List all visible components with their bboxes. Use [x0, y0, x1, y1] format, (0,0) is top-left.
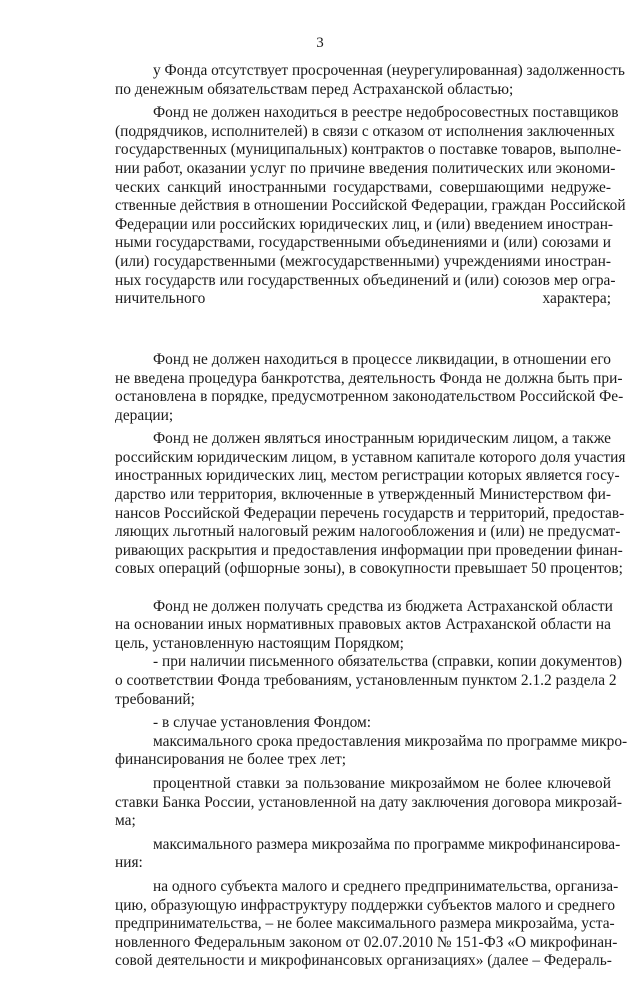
text-line: государственных (муниципальных) контрактов о поставке товаров, выполне- [115, 141, 622, 159]
text-line: иностранных юридических лиц, местом регистрации которых является госу- [115, 467, 620, 485]
paragraph-no-overdue-debt [115, 62, 625, 99]
text-line: на основании иных нормативных правовых актов Астраханской области на [115, 616, 611, 634]
text-line: новленного Федеральным законом от 02.07.2010 № 151-ФЗ «О микрофинан- [115, 933, 618, 951]
text-line [115, 579, 611, 598]
paragraph-no-budget-funds [115, 598, 611, 654]
text-line [115, 309, 611, 328]
text-line: ривающих раскрытия и предоставления информации при проведении финан- [115, 541, 623, 559]
document-body [115, 62, 628, 990]
text-line: процентной ставки за пользование микрозаймом не более ключевой [153, 774, 611, 792]
paragraph-max-amount [115, 835, 621, 873]
text-line: максимального размера микрозайма по программе микрофинансирова- [153, 835, 621, 853]
text-line: Федерации или российских юридических лиц, и (или) введением иностран- [115, 215, 614, 233]
text-line: ставки Банка России, установленной на дату заключения договора микрозай- [115, 793, 623, 811]
text-line: дарство или территория, включенные в утвержденный Министерством фи- [115, 486, 611, 504]
text-line: Фонд не должен являться иностранным юридическим лицом, а также [153, 430, 611, 448]
page-number: 3 [316, 35, 324, 51]
text-line: на одного субъекта малого и среднего предпринимательства, организа- [153, 877, 619, 895]
text-line: не введена процедура банкротства, деятельность Фонда не должна быть при- [115, 369, 623, 387]
text-line: ческих санкций иностранными государствами, совершающими недруже- [115, 178, 611, 196]
text-line: - в случае установления Фондом: [153, 714, 372, 732]
text-line: Фонд не должен получать средства из бюджета Астраханской области [153, 597, 613, 615]
paragraph-not-foreign-entity [115, 430, 626, 597]
text-line [115, 971, 611, 990]
text-line: по денежным обязательствам перед Астраханской областью; [115, 80, 514, 98]
text-line: цию, образующую инфраструктуру поддержки субъектов малого и среднего [115, 896, 616, 914]
text-line: нансов Российской Федерации перечень государств и территорий, предостав- [115, 504, 625, 522]
text-line: требований; [115, 690, 195, 708]
text-line: финансирования не более трех лет; [115, 751, 346, 769]
text-line: Фонд не должен находиться в реестре недобросовестных поставщиков [153, 104, 619, 122]
text-line: дерации; [115, 406, 174, 424]
paragraph-per-entity [115, 877, 619, 990]
text-line: совых операций (офшорные зоны), в совокупности превышает 50 процентов; [115, 560, 623, 578]
paragraph-max-term [115, 732, 628, 770]
text-line: максимального срока предоставления микрозайма по программе микро- [153, 732, 628, 750]
text-line: предпринимательства, – не более максимального размера микрозайма, уста- [115, 915, 615, 933]
text-line: остановлена в порядке, предусмотренном законодательством Российской Фе- [115, 388, 624, 406]
text-line: ляющих льготный налоговый режим налогообложения и (или) не предусмат- [115, 523, 621, 541]
text-line: нии работ, оказании услуг по причине введения политических или экономи- [115, 159, 616, 177]
paragraph-if-established [115, 714, 611, 733]
text-line: ными государствами, государственными объединениями и (или) союзами и [115, 234, 611, 252]
text-line: ничительного характера; [115, 290, 611, 308]
text-line: ния: [115, 854, 143, 872]
paragraph-interest-rate [115, 774, 623, 831]
paragraph-not-in-registry [115, 104, 626, 346]
paragraph-written-obligation [115, 653, 623, 709]
text-line: цель, установленную настоящим Порядком; [115, 634, 404, 652]
text-line: совой деятельности и микрофинансовых организациях» (далее – Федераль- [115, 952, 612, 970]
text-line: у Фонда отсутствует просроченная (неурегулированная) задолженность [153, 62, 625, 79]
text-line: - при наличии письменного обязательства (справки, копии документов) [153, 653, 623, 671]
text-line: (или) государственными (межгосударственными) учреждениями иностран- [115, 252, 611, 270]
text-line: (подрядчиков, исполнителей) в связи с отказом от исполнения заключенных [115, 122, 615, 140]
text-line: о соответствии Фонда требованиям, установленным пунктом 2.1.2 раздела 2 [115, 672, 617, 689]
text-line [115, 327, 611, 346]
text-line: российским юридическим лицом, в уставном капитале которого доля участия [115, 448, 626, 466]
paragraph-not-in-liquidation [115, 350, 624, 425]
text-line: ных государств или государственных объединений и (или) союзов мер огра- [115, 271, 616, 289]
text-line: ственные действия в отношении Российской Федерации, граждан Российской [115, 197, 626, 215]
text-line: ма; [115, 812, 136, 830]
text-line: Фонд не должен находиться в процессе ликвидации, в отношении его [153, 350, 611, 368]
